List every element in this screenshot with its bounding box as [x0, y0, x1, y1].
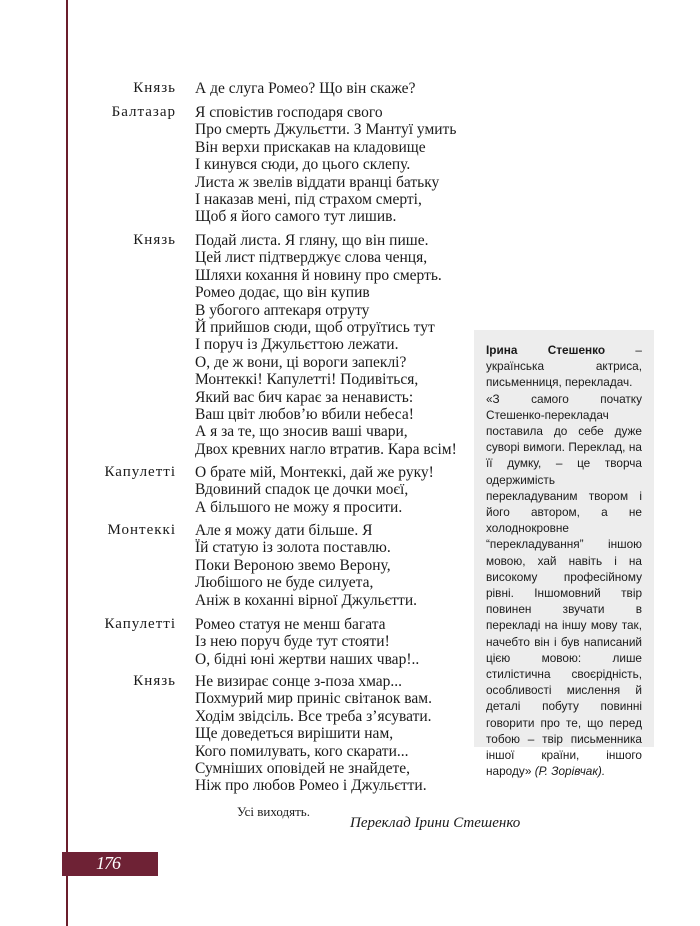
verse-line: Ромео додає, що він купив — [195, 284, 370, 302]
verse-line: Двох кревних нагло втратив. Кара всім! — [195, 440, 457, 458]
verse-line: Ваш цвіт любов’ю вбили небеса! — [195, 406, 414, 424]
speaker-name: Балтазар — [111, 104, 176, 120]
verse-line: Ніж про любов Ромео і Джульєтти. — [195, 777, 427, 795]
speech-block — [80, 104, 456, 226]
verse-line: Любішого не буде силуета, — [195, 574, 374, 592]
verse-line: Ходім звідсіль. Все треба з’ясувати. — [195, 707, 432, 725]
verse-line: Похмурий мир приніс світанок вам. — [195, 690, 432, 708]
verse-line: Сумніших оповідей не знайдете, — [195, 760, 411, 778]
translator-name: Ірина Стешенко — [486, 343, 606, 357]
speech-block — [80, 616, 419, 668]
translator-sidebar — [474, 330, 654, 779]
verse-line: Який вас бич карає за ненависть: — [195, 388, 414, 406]
margin-rule — [66, 0, 68, 926]
verse-line: Ще доведеться вирішити нам, — [195, 725, 394, 743]
verse-line: А я за те, що зносив ваші чвари, — [195, 423, 408, 441]
speaker-name: Монтеккі — [107, 522, 176, 538]
verse-line: І поруч із Джульєттою лежати. — [195, 336, 399, 354]
verse-line: Щоб я його самого тут лишив. — [195, 208, 397, 226]
speaker-name: Князь — [133, 232, 176, 248]
verse-line: Цей лист підтверджує слова ченця, — [195, 249, 428, 267]
verse-line: Поки Вероною звемо Верону, — [195, 556, 391, 574]
sidebar-bio — [486, 342, 642, 391]
verse-line: Шляхи кохання й новину про смерть. — [195, 266, 442, 284]
verse-line: Й прийшов сюди, щоб отруїтись тут — [195, 319, 435, 337]
quote-author: (Р. Зорівчак). — [534, 764, 606, 779]
verse-line: І кинувся сюди, до цього склепу. — [195, 156, 411, 174]
verse-line: Вдовиний спадок це дочки моєї, — [195, 481, 409, 499]
quote-text: «З самого початку Стешенко-перекладач поставила до себе дуже суворі вимоги. Переклад, на її думку, – це творча одержимість перекладуваним твором і його автором, а не холоднокровне “перекладування” іншою мовою, хай навіть і на високому професійному рівні. Іншомовний твір повинен звучати в перекладі на іншу мову так, начебто він і був написаний цією мовою: лише стилістична своєрідність, особливості мислення й деталі побуту повинні говорити про те, що перед тобою – твір письменника іншої країни, іншого народу» — [486, 391, 642, 779]
verse-line: І наказав мені, під страхом смерті, — [195, 191, 422, 209]
verse-line: Але я можу дати більше. Я — [195, 522, 373, 539]
speaker-name: Капулетті — [104, 616, 176, 632]
verse-line: Я сповістив господаря свого — [195, 104, 383, 121]
verse-line: Він верхи прискакав на кладовище — [195, 138, 426, 156]
verse-line: А більшого не можу я просити. — [195, 498, 403, 516]
speech-block — [80, 522, 417, 609]
speaker-name: Капулетті — [104, 464, 176, 480]
verse-line: Із нею поруч буде тут стояти! — [195, 633, 390, 651]
verse-line: О брате мій, Монтеккі, дай же руку! — [195, 464, 434, 481]
verse-line: Подай листа. Я гляну, що він пише. — [195, 232, 429, 249]
speech-block — [80, 673, 432, 795]
verse-line: О, бідні юні жертви наших чвар!.. — [195, 650, 420, 668]
speech-block — [80, 80, 415, 97]
verse-line: В убогого аптекаря отруту — [195, 301, 370, 319]
verse-line: Аніж в коханні вірної Джульєтти. — [195, 591, 418, 609]
speaker-name: Князь — [133, 80, 176, 96]
verse-line: Не визирає сонце з-поза хмар... — [195, 673, 403, 690]
speaker-name: Князь — [133, 673, 176, 689]
verse-line: О, де ж вони, ці вороги запеклі? — [195, 353, 407, 371]
translator-bio: – українська актриса, письменниця, перекладач. — [486, 343, 642, 390]
page-number: 176 — [96, 853, 120, 873]
stage-direction: Усі виходять. — [237, 804, 310, 819]
verse-line: А де слуга Ромео? Що він скаже? — [195, 80, 416, 97]
verse-line: Монтеккі! Капулетті! Подивіться, — [195, 371, 419, 389]
sidebar-quote — [486, 391, 642, 780]
verse-line: Листа ж звелів віддати вранці батьку — [195, 173, 440, 191]
speech-block — [80, 232, 457, 458]
verse-line: Їй статую із золота поставлю. — [195, 539, 391, 557]
verse-line: Кого помилувать, кого скарати... — [195, 742, 409, 760]
speech-block — [80, 464, 434, 516]
verse-line: Про смерть Джульєтти. З Мантуї умить — [195, 121, 457, 139]
verse-line: Ромео статуя не менш багата — [195, 616, 386, 633]
translation-credit: Переклад Ірини Стешенко — [350, 815, 521, 831]
